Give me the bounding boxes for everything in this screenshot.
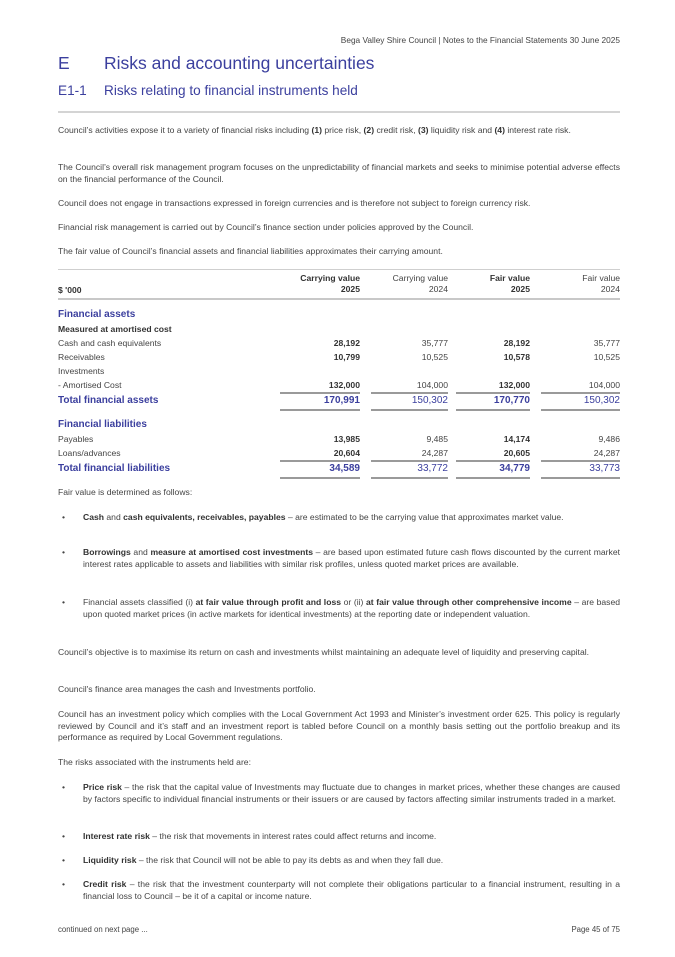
- unit-label: $ '000: [58, 285, 82, 295]
- fair-value-intro: Fair value is determined as follows:: [58, 487, 193, 497]
- intro-paragraph-2: The Council’s overall risk management program focuses on the unpredictability of financial markets and seeks to minimise potential adverse effects on the financial performance of the Council.: [58, 162, 620, 184]
- bullet-icon: •: [62, 782, 66, 792]
- column-header-carrying-2025: Carrying value 2025: [300, 273, 360, 294]
- bullet-icon: •: [62, 512, 66, 522]
- total-liabilities-row: Total financial liabilities 34,589 33,772 34,779 33,773: [58, 463, 620, 474]
- section-number: E: [58, 53, 70, 73]
- subsection-title: Risks relating to financial instruments held: [104, 83, 358, 98]
- total-rule: [371, 409, 448, 411]
- intro-paragraph-1: Council’s activities expose it to a variety of financial risks including (1) price risk, (2) credit risk, (3) liquidity risk and (4) interest rate risk.: [58, 125, 571, 135]
- column-header-fair-2025: Fair value 2025: [489, 273, 530, 294]
- table-row: Receivables 10,799 10,525 10,578 10,525: [58, 352, 620, 362]
- investment-policy-paragraph: Council has an investment policy which complies with the Local Government Act 1993 and Minister’s investment order 625. This policy is regularly reviewed by Council and it’s staff and an investment report is tabled before Council on a monthly basis setting out the portfolio breakup and its performance as required by Local Government regulations.: [58, 709, 620, 743]
- table-row: Cash and cash equivalents 28,192 35,777 28,192 35,777: [58, 338, 620, 348]
- continued-note: continued on next page ...: [58, 925, 148, 934]
- intro-paragraph-5: The fair value of Council’s financial assets and financial liabilities approximates their carrying amount.: [58, 246, 443, 256]
- section-heading: [58, 53, 374, 74]
- table-row: Payables 13,985 9,485 14,174 9,486: [58, 434, 620, 444]
- subsection-number: E1-1: [58, 83, 87, 98]
- table-top-rule: [58, 269, 620, 270]
- total-rule: [371, 477, 448, 479]
- running-header: Bega Valley Shire Council | Notes to the Financial Statements 30 June 2025: [340, 35, 620, 45]
- subtotal-rule: [280, 460, 360, 462]
- risks-intro-paragraph: The risks associated with the instruments held are:: [58, 757, 251, 767]
- total-rule: [456, 477, 530, 479]
- bullet-icon: •: [62, 855, 66, 865]
- subtotal-rule: [371, 392, 448, 394]
- intro-paragraph-3: Council does not engage in transactions expressed in foreign currencies and is therefore not subject to foreign currency risk.: [58, 198, 531, 208]
- objective-paragraph: Council’s objective is to maximise its return on cash and investments whilst maintaining an adequate level of liquidity and preserving capital.: [58, 647, 590, 657]
- subtotal-rule: [280, 392, 360, 394]
- liabilities-section-title: Financial liabilities: [58, 419, 147, 430]
- heading-divider: [58, 111, 620, 113]
- bullet-icon: •: [62, 597, 66, 607]
- total-rule: [280, 409, 360, 411]
- liabilities-section-row: [58, 419, 620, 431]
- subtotal-rule: [371, 460, 448, 462]
- subtotal-rule: [456, 460, 530, 462]
- total-rule: [541, 477, 620, 479]
- section-title: Risks and accounting uncertainties: [104, 53, 375, 73]
- column-header-carrying-2024: Carrying value 2024: [392, 273, 448, 294]
- page-number: Page 45 of 75: [571, 925, 620, 934]
- subtotal-rule: [541, 392, 620, 394]
- total-rule: [541, 409, 620, 411]
- subsection-heading: [58, 83, 358, 98]
- assets-subtitle: Measured at amortised cost: [58, 324, 172, 334]
- finance-area-paragraph: Council's finance area manages the cash and Investments portfolio.: [58, 684, 316, 694]
- bullet-icon: •: [62, 879, 66, 889]
- column-header-fair-2024: Fair value 2024: [582, 273, 620, 294]
- table-row: - Amortised Cost 132,000 104,000 132,000 104,000: [58, 380, 620, 390]
- assets-section-row: [58, 309, 620, 321]
- bullet-icon: •: [62, 831, 66, 841]
- total-assets-row: Total financial assets 170,991 150,302 170,770 150,302: [58, 395, 620, 406]
- total-rule: [456, 409, 530, 411]
- table-row: Investments: [58, 366, 105, 376]
- table-header-rule: [58, 298, 620, 300]
- intro-paragraph-4: Financial risk management is carried out by Council’s finance section under policies approved by the Council.: [58, 222, 474, 232]
- subtotal-rule: [541, 460, 620, 462]
- bullet-icon: •: [62, 547, 66, 557]
- assets-subtitle-row: [58, 323, 620, 335]
- assets-section-title: Financial assets: [58, 309, 136, 320]
- table-row: Loans/advances 20,604 24,287 20,605 24,287: [58, 448, 620, 458]
- subtotal-rule: [456, 392, 530, 394]
- total-rule: [280, 477, 360, 479]
